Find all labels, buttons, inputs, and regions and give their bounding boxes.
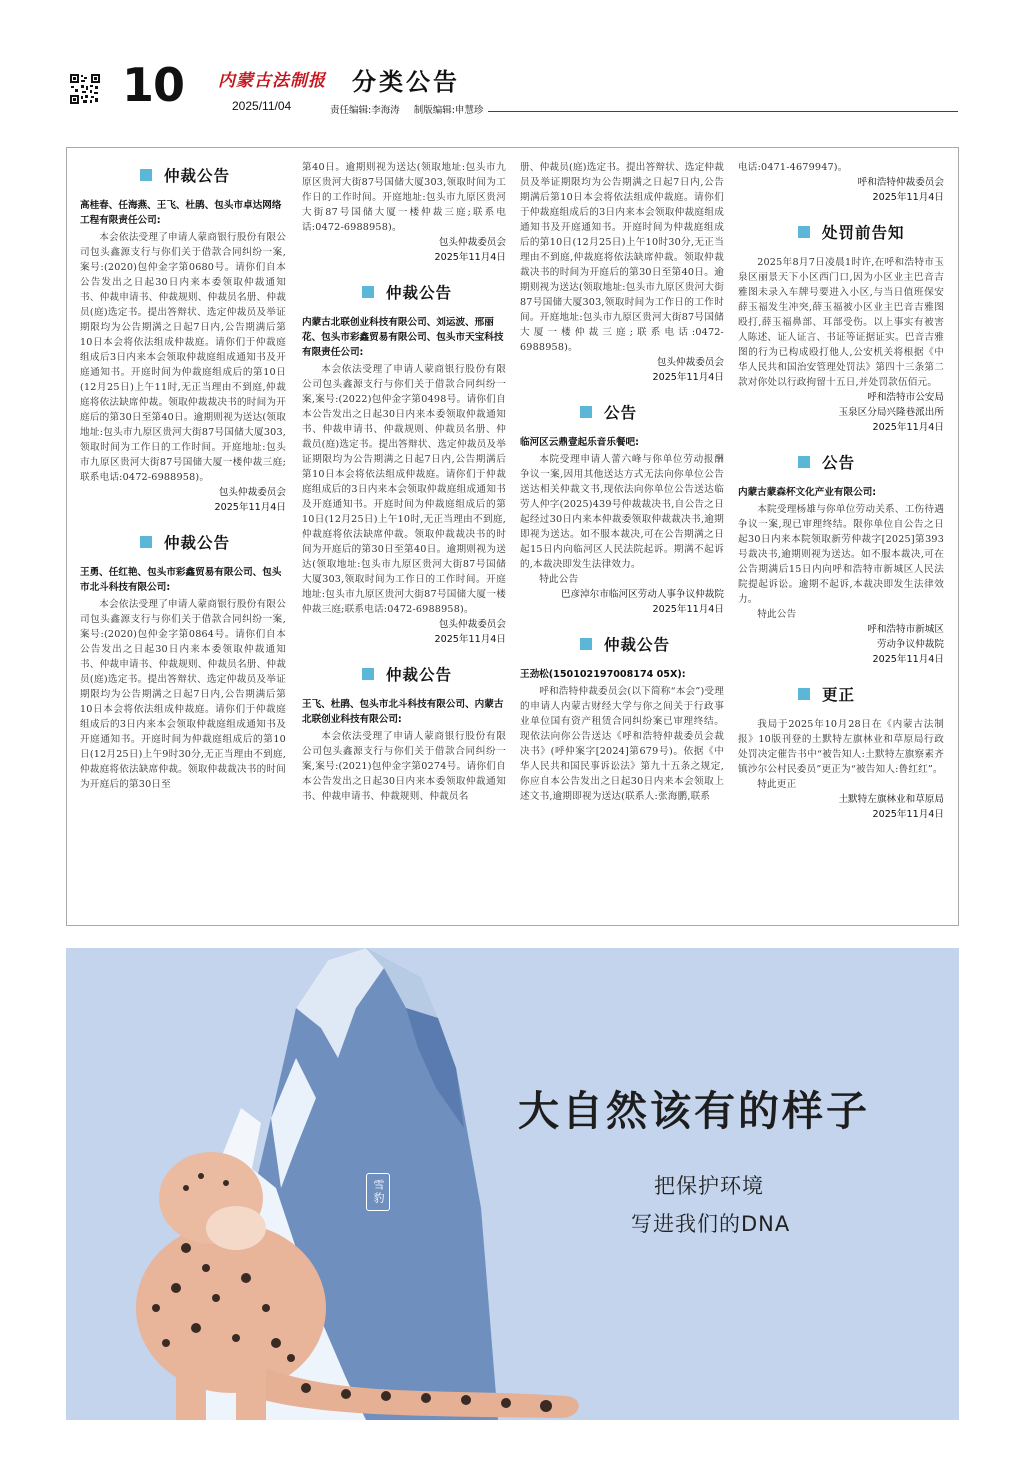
notice (738, 451, 944, 667)
notice (738, 160, 944, 205)
qr-code-icon (70, 74, 100, 104)
notice-addressee: 王勇、任红艳、包头市彩鑫贸易有限公司、包头市北斗科技有限公司: (80, 567, 282, 593)
signature-line: 2025年11月4日 (652, 372, 724, 383)
signature-line: 呼和浩特仲裁委员会 (857, 177, 944, 188)
notice-heading: 处罚前告知 (798, 221, 944, 243)
notice (520, 401, 724, 617)
section-title: 分类公告 (352, 68, 460, 96)
notice (302, 281, 506, 647)
notice-body: 本院受理杨雄与你单位劳动关系、工伤待遇争议一案,现已审理终结。限你单位自公告之日起30日内来本院领取新劳仲裁字[2025]第393号裁决书,逾期则视为送达。如不服本裁决,可在公告期满后15日内向呼和浩特市新城区人民法院提起诉讼。逾期不起诉,本裁决即发生法律效力。 (738, 504, 944, 605)
notice-closing: 特此公告 (757, 609, 797, 620)
notice-heading: 公告 (580, 401, 724, 423)
notice (302, 663, 506, 804)
notice-signature (302, 617, 506, 647)
column-2 (302, 160, 506, 915)
signature-line: 2025年11月4日 (214, 502, 286, 513)
notice-signature (302, 235, 506, 265)
notice-body: 本会依法受理了申请人蒙商银行股份有限公司包头鑫源支行与你们关于借款合同纠纷一案,案号:(2022)包仲金字第0498号。请你们自本公告发出之日起30日内来本委领取仲裁通知书、仲裁申请书、仲裁规则、仲裁员名册、仲裁员(庭)选定书。提出答辩状、选定仲裁员及举证期限均为公告期满之日起7日内,公告期满后第10日本会将依法组成仲裁庭。请你们于仲裁庭组成后的3日内来本会领取仲裁庭组成通知书及开庭通知书。开庭时间为仲裁庭组成后的第10日(12月25日)上午10时,无正当理由不到庭,仲裁庭将依法缺席仲裁。领取仲裁裁决书的时间为开庭后的第30日至第40日。逾期则视为送达(领取地址:包头市九原区贵河大街87号国储大厦303,领取时间为工作日的工作时间。开庭地址:包头市九原区贵河大街87号国储大厦一楼仲裁三庭;联系电话:0472-6988958)。 (302, 364, 506, 615)
signature-line: 包头仲裁委员会 (438, 237, 506, 248)
notice-closing: 特此公告 (539, 574, 579, 585)
notice-addressee: 内蒙古北联创业科技有限公司、刘运波、邢丽花、包头市彩鑫贸易有限公司、包头市天宝科技有限责任公司: (302, 317, 504, 358)
page-number: 10 (122, 58, 185, 112)
notice-body: 册、仲裁员(庭)选定书。提出答辩状、选定仲裁员及举证期限均为公告期满之日起7日内,公告期满后第10日本会将依法组成仲裁庭。请你们于仲裁庭组成后的3日内来本会领取仲裁庭组成通知书及开庭通知书。开庭时间为仲裁庭组成后的第10日(12月25日)上午10时30分,无正当理由不到庭,仲裁庭将依法缺席仲裁。领取仲裁裁决书的时间为开庭后的第30日至第40日。逾期则视为送达(领取地址:包头市九原区贵河大街87号国储大厦303,领取时间为工作日的工作时间。开庭地址:包头市九原区贵河大街87号国储大厦一楼仲裁三庭;联系电话:0472-6988958)。 (520, 162, 724, 353)
notice-heading: 仲裁公告 (580, 633, 724, 655)
notice-heading: 更正 (798, 683, 944, 705)
notice-heading: 仲裁公告 (140, 531, 286, 553)
signature-line: 2025年11月4日 (872, 809, 944, 820)
issue-date: 2025/11/04 (232, 99, 292, 113)
notice-body: 第40日。逾期则视为送达(领取地址:包头市九原区贵河大街87号国储大厦303,领取时间为工作日的工作时间。开庭地址:包头市九原区贵河大街87号国储大厦一楼仲裁三庭;联系电话:0472-6988958)。 (302, 162, 506, 233)
notice-body: 电话:0471-4679947)。 (738, 162, 848, 173)
editor-credits (330, 102, 497, 116)
notice-signature (80, 485, 286, 515)
column-4 (738, 160, 944, 915)
notice-body: 本会依法受理了申请人蒙商银行股份有限公司包头鑫源支行与你们关于借款合同纠纷一案,案号:(2020)包仲金字第0680号。请你们自本公告发出之日起30日内来本委领取仲裁通知书、仲裁申请书、仲裁规则、仲裁员名册、仲裁员(庭)选定书。提出答辩状、选定仲裁员及举证期限均为公告期满之日起7日内,公告期满后第10日本会将依法组成仲裁庭。请你们于仲裁庭组成后3日内来本会领取仲裁庭组成通知书及开庭通知书。开庭时间为仲裁庭组成后的第10日(12月25日)上午11时,无正当理由不到庭,仲裁庭将依法缺席仲裁。领取仲裁裁决书的时间为开庭后的第30日至第40日。逾期则视为送达(领取地址:包头市九原区贵河大街87号国储大厦303,领取时间为工作日的工作时间。开庭地址:包头市九原区贵河大街87号国储大厦一楼仲裁三庭;联系电话:0472-6988958)。 (80, 232, 286, 483)
notice-body: 呼和浩特仲裁委员会(以下简称“本会”)受理的申请人内蒙古财经大学与你之间关于行政事业单位国有资产租赁合同纠纷案已审理终结。现依法向你公告送达《呼和浩特仲裁委员会裁决书》(呼仲案字[2024]第679号)。依据《中华人民共和国民事诉讼法》第九十五条之规定,你应自本公告发出之日起30日内来本会领取上述文书,逾期即视为送达(联系人:张海鹏,联系 (520, 686, 724, 802)
signature-line: 2025年11月4日 (434, 252, 506, 263)
banner-slogan: 大自然该有的样子 (518, 1087, 870, 1135)
notice-addressee: 内蒙古蒙森杯文化产业有限公司: (738, 487, 877, 498)
notice-addressee: 王劲松(150102197008174 05X): (520, 669, 686, 680)
notice-body: 我局于2025年10月28日在《内蒙古法制报》10版刊登的土默特左旗林业和草原局行政处罚决定催告书中“被告知人:土默特左旗察素齐镇沙尔公村民委员”更正为“被告知人:鲁红红”。 (738, 719, 944, 775)
masthead (0, 0, 1024, 140)
signature-line: 土默特左旗林业和草原局 (838, 794, 944, 805)
signature-line: 劳动争议仲裁院 (876, 639, 944, 650)
notice-signature (738, 175, 944, 205)
notice-addressee: 临河区云鼎壹起乐音乐餐吧: (520, 437, 639, 448)
notice-heading: 仲裁公告 (140, 164, 286, 186)
snow-leopard-illustration (66, 948, 959, 1420)
notice (520, 633, 724, 804)
signature-line: 呼和浩特市公安局 (867, 392, 944, 403)
notice-heading: 仲裁公告 (362, 663, 506, 685)
column-3 (520, 160, 724, 915)
notice-signature (520, 355, 724, 385)
column-1 (80, 160, 286, 915)
signature-line: 2025年11月4日 (872, 654, 944, 665)
signature-line: 2025年11月4日 (872, 192, 944, 203)
notice-signature (738, 390, 944, 435)
notice-heading: 仲裁公告 (362, 281, 506, 303)
signature-line: 包头仲裁委员会 (218, 487, 286, 498)
notice (80, 164, 286, 515)
notice-body: 本会依法受理了申请人蒙商银行股份有限公司包头鑫源支行与你们关于借款合同纠纷一案,案号:(2020)包仲金字第0864号。请你们自本公告发出之日起30日内来本委领取仲裁通知书、仲裁申请书、仲裁规则、仲裁员名册、仲裁员(庭)选定书。提出答辩状、选定仲裁员及举证期限均为公告期满之日起7日内,公告期满后第10日本会将依法组成仲裁庭。请你们于仲裁庭组成后的3日内来本会领取仲裁庭组成通知书及开庭通知书。开庭时间为仲裁庭组成后的第10日(12月25日)上午9时30分,无正当理由不到庭,仲裁庭将依法缺席仲裁。领取仲裁裁决书的时间为开庭后的第30日至 (80, 599, 286, 790)
notice-signature (520, 587, 724, 617)
banner-subtitle-2: 写进我们的DNA (631, 1212, 791, 1236)
notice-addressee: 王飞、杜鹃、包头市北斗科技有限公司、内蒙古北联创业科技有限公司: (302, 699, 504, 725)
header-rule (488, 111, 958, 112)
notice-body: 本院受理申请人蕾六峰与你单位劳动报酬争议一案,因用其他送达方式无法向你单位公告送达相关仲裁文书,现依法向你单位公告送达临劳人仲字(2025)439号仲裁裁决书,自公告之日起经过30日内来本仲裁委领取仲裁裁决书,逾期即视为送达。如不服本裁决,可在公告期满之日起15日内向临河区人民法院起诉。期满不起诉的,本裁决即发生法律效力。 (520, 454, 724, 570)
notice-body: 本会依法受理了申请人蒙商银行股份有限公司包头鑫源支行与你们关于借款合同纠纷一案,案号:(2021)包仲金字第0274号。请你们自本公告发出之日起30日内来本委领取仲裁通知书、仲裁申请书、仲裁规则、仲裁员名 (302, 731, 506, 802)
signature-line: 呼和浩特市新城区 (867, 624, 944, 635)
notice-body: 2025年8月7日凌晨1时许,在呼和浩特市玉泉区丽景天下小区西门口,因为小区业主巴音吉雅图未录入车牌号要进入小区,与当日值班保安薛玉福发生冲突,薛玉福被小区业主巴音吉雅图殴打,薛玉福鼻部、耳部受伤。以上事实有被害人陈述、证人证言、书证等证据证实。巴音吉雅图的行为已构成殴打他人,公安机关将根据《中华人民共和国治安管理处罚法》第四十三条第二款对你处以行政拘留十五日,并处罚款伍佰元。 (738, 257, 944, 388)
snow-leopard-seal: 雪豹 (366, 1173, 390, 1211)
signature-line: 玉泉区分局兴隆巷派出所 (838, 407, 944, 418)
notice (738, 221, 944, 435)
notice-heading: 公告 (798, 451, 944, 473)
banner-subtitle-1: 把保护环境 (654, 1174, 764, 1198)
signature-line: 巴彦淖尔市临河区劳动人事争议仲裁院 (560, 589, 724, 600)
signature-line: 2025年11月4日 (872, 422, 944, 433)
notice-closing: 特此更正 (757, 779, 797, 790)
public-service-banner (66, 948, 959, 1420)
notice (302, 160, 506, 265)
notice (80, 531, 286, 792)
editor: 责任编辑:李海涛 (330, 105, 400, 116)
notice (738, 683, 944, 822)
signature-line: 2025年11月4日 (434, 634, 506, 645)
notice-addressee: 高桂春、任海燕、王飞、杜鹃、包头市卓达网络工程有限责任公司: (80, 200, 282, 226)
notice-signature (738, 622, 944, 667)
notice (520, 160, 724, 385)
signature-line: 2025年11月4日 (652, 604, 724, 615)
layout-editor: 制版编辑:申慧珍 (413, 105, 484, 116)
signature-line: 包头仲裁委员会 (656, 357, 724, 368)
notice-signature (738, 792, 944, 822)
newspaper-logo: 内蒙古法制报 (218, 71, 326, 91)
signature-line: 包头仲裁委员会 (438, 619, 506, 630)
